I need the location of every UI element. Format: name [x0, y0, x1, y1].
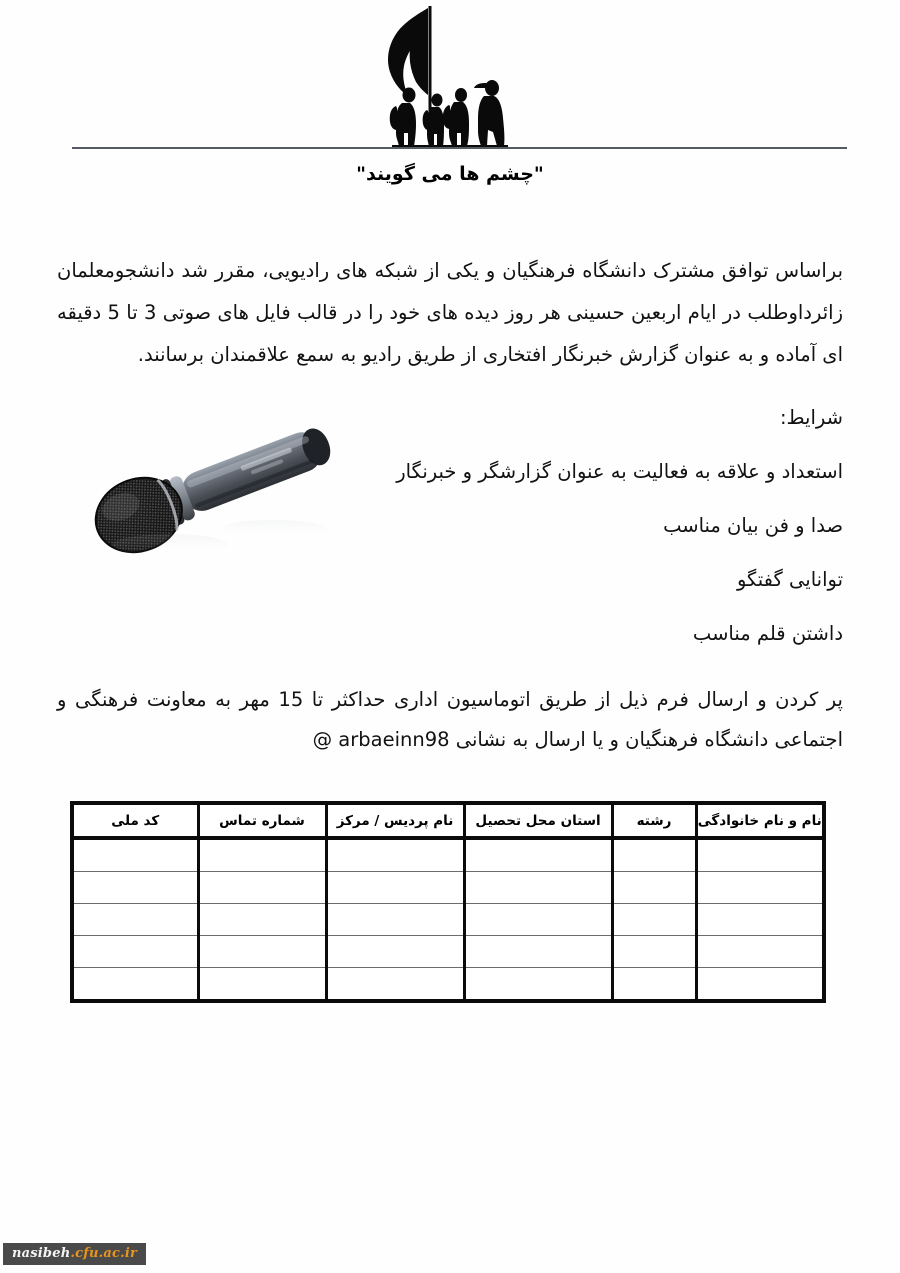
watermark-site-name: nasibeh — [12, 1246, 71, 1261]
submission-paragraph — [57, 680, 843, 760]
cell-campus[interactable] — [326, 936, 464, 968]
table-row — [72, 904, 824, 936]
page-title: "چشم ها می گویند" — [356, 163, 544, 185]
list-item: داشتن قلم مناسب — [692, 622, 843, 645]
cell-phone[interactable] — [198, 968, 326, 1002]
list-item: توانایی گفتگو — [736, 568, 843, 591]
cell-province[interactable] — [464, 904, 612, 936]
watermark-domain: .cfu.ac.ir — [70, 1246, 138, 1261]
cell-phone[interactable] — [198, 838, 326, 872]
cell-full-name[interactable] — [696, 936, 824, 968]
cell-field-of-study[interactable] — [612, 936, 696, 968]
column-header-field-of-study: رشته — [612, 803, 696, 838]
cell-campus[interactable] — [326, 968, 464, 1002]
column-header-province: استان محل تحصیل — [464, 803, 612, 838]
cell-field-of-study[interactable] — [612, 904, 696, 936]
table-body — [72, 838, 824, 1001]
header-divider — [72, 147, 847, 149]
column-header-phone: شماره تماس — [198, 803, 326, 838]
applicant-form-table — [74, 801, 826, 1003]
table-row — [72, 872, 824, 904]
cell-national-id[interactable] — [72, 936, 198, 968]
list-item: استعداد و علاقه به فعالیت به عنوان گزارشگر و خبرنگار — [396, 460, 843, 483]
cell-national-id[interactable] — [72, 968, 198, 1002]
cell-field-of-study[interactable] — [612, 968, 696, 1002]
cell-province[interactable] — [464, 838, 612, 872]
site-watermark — [3, 1243, 146, 1265]
cell-campus[interactable] — [326, 838, 464, 872]
document-body — [57, 250, 843, 760]
intro-paragraph: براساس توافق مشترک دانشگاه فرهنگیان و یکی از شبکه های رادیویی، مقرر شد دانشجومعلمان زائرداوطلب در ایام اربعین حسینی هر روز دیده های خود را در قالب فایل های صوتی 3 تا 5 دقیقه ای آماده و به عنوان گزارش خبرنگار افتخاری از طریق رادیو به سمع علاقمندان برسانند. — [57, 259, 843, 366]
submission-address: @ arbaeinn98 — [312, 728, 450, 751]
cell-national-id[interactable] — [72, 838, 198, 872]
cell-province[interactable] — [464, 968, 612, 1002]
cell-field-of-study[interactable] — [612, 838, 696, 872]
cell-field-of-study[interactable] — [612, 872, 696, 904]
conditions-list — [57, 452, 843, 654]
list-item: صدا و فن بیان مناسب — [663, 514, 843, 537]
table-row — [72, 936, 824, 968]
table-header-row — [72, 803, 824, 838]
table-row — [72, 838, 824, 872]
cell-province[interactable] — [464, 936, 612, 968]
column-header-campus: نام پردیس / مرکز — [326, 803, 464, 838]
cell-full-name[interactable] — [696, 838, 824, 872]
column-header-full-name: نام و نام خانوادگی — [696, 803, 824, 838]
submission-instructions: پر کردن و ارسال فرم ذیل از طریق اتوماسیون اداری حداکثر تا 15 مهر به معاونت فرهنگی و اجتماعی دانشگاه فرهنگیان و یا ارسال به نشانی — [57, 688, 843, 751]
cell-phone[interactable] — [198, 904, 326, 936]
cell-province[interactable] — [464, 872, 612, 904]
cell-national-id[interactable] — [72, 904, 198, 936]
cell-phone[interactable] — [198, 936, 326, 968]
cell-full-name[interactable] — [696, 872, 824, 904]
arbaeen-pilgrims-silhouette-icon — [0, 0, 900, 152]
cell-campus[interactable] — [326, 904, 464, 936]
conditions-label: شرایط: — [779, 406, 843, 429]
table-row — [72, 968, 824, 1002]
cell-national-id[interactable] — [72, 872, 198, 904]
column-header-national-id: کد ملی — [72, 803, 198, 838]
cell-full-name[interactable] — [696, 904, 824, 936]
cell-campus[interactable] — [326, 872, 464, 904]
cell-full-name[interactable] — [696, 968, 824, 1002]
cell-phone[interactable] — [198, 872, 326, 904]
